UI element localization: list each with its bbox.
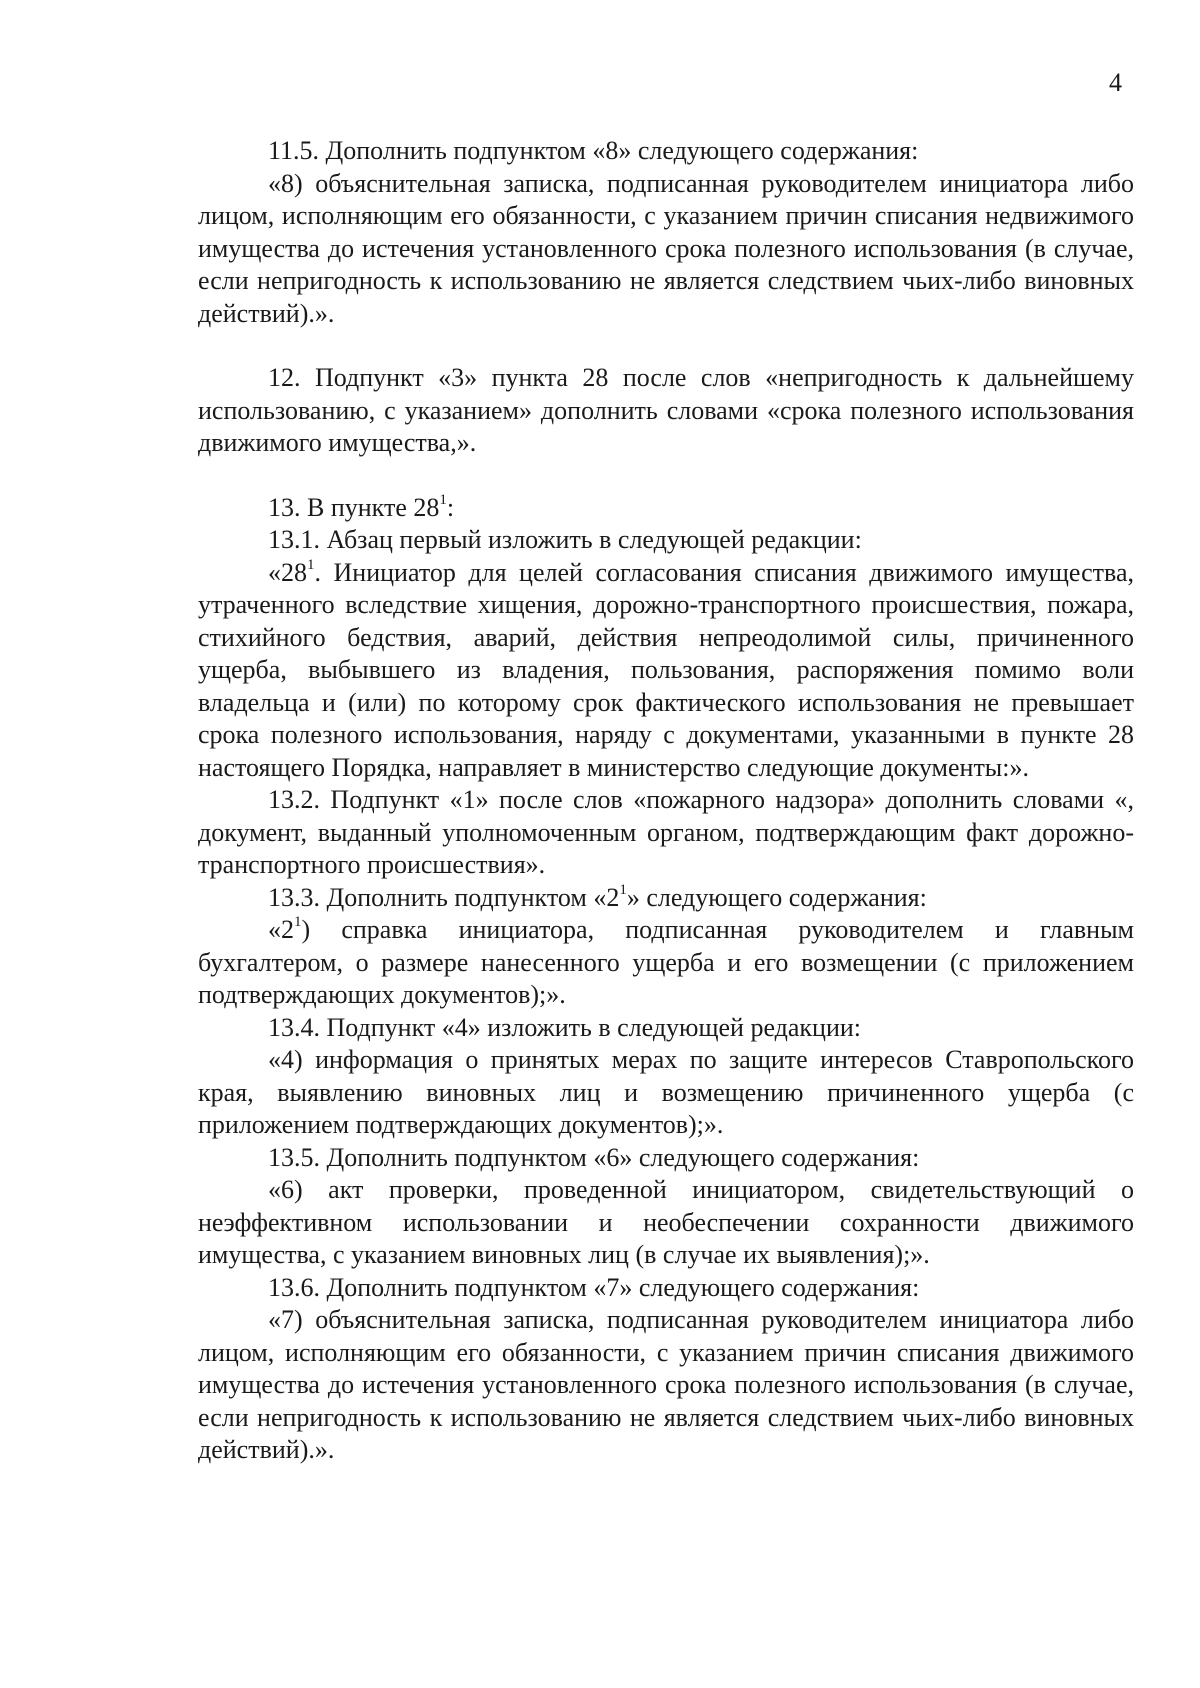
text-run: «28: [268, 557, 307, 587]
text-run: . Инициатор для целей согласования списания движимого имущества, утраченного вследствие хищения, дорожно-транспортного происшествия, пожара, стихийного бедствия, аварий, действия непреодолимой силы, причиненного ущерба, выбывшего из владения, пользования, распоряжения помимо воли владельца и (или) по которому срок фактического использования не превышает срока полезного использования, наряду с документами, указанными в пункте 28 настоящего Порядка, направляет в министерство следующие документы:».: [198, 557, 1134, 782]
text-run: :: [446, 492, 455, 522]
text-run: ) справка инициатора, подписанная руководителем и главным бухгалтером, о размере нанесенного ущерба и его возмещении (с приложением подтверждающих документов);».: [198, 915, 1134, 1009]
paragraph-text: 11.5. Дополнить подпунктом «8» следующего содержания:: [268, 136, 919, 165]
paragraph-text: «7) объяснительная записка, подписанная руководителем инициатора либо лицом, исполняющим его обязанности, с указанием причин списания движимого имущества до истечения установленного срока полезного использования (в случае, если непригодность к использованию не является следствием чьих-либо виновных действий).».: [198, 1305, 1134, 1464]
paragraph: [198, 135, 1134, 168]
paragraph-text: 13.1. Абзац первый изложить в следующей редакции:: [268, 525, 862, 554]
paragraph: [198, 784, 1134, 882]
paragraph-text: 12. Подпункт «3» пункта 28 после слов «непригодность к дальнейшему использованию, с указанием» дополнить словами «срока полезного использования движимого имущества,».: [198, 363, 1134, 457]
paragraph-text: 13.2. Подпункт «1» после слов «пожарного надзора» дополнить словами «, документ, выданный уполномоченным органом, подтверждающим факт дорожно-транспортного происшествия».: [198, 785, 1134, 879]
document-body: [198, 135, 1134, 1467]
paragraph: [198, 914, 1134, 1012]
paragraph-spacer: [198, 460, 1134, 492]
paragraph-text: 13.4. Подпункт «4» изложить в следующей редакции:: [268, 1012, 862, 1042]
paragraph-text: «4) информация о принятых мерах по защите интересов Ставропольского края, выявлению виновных лиц и возмещению причиненного ущерба (с приложением подтверждающих документов);».: [198, 1045, 1134, 1139]
paragraph: [198, 524, 1134, 557]
text-run: «2: [268, 915, 294, 944]
paragraph-text: «8) объяснительная записка, подписанная руководителем инициатора либо лицом, исполняющим его обязанности, с указанием причин списания недвижимого имущества до истечения установленного срока полезного использования (в случае, если непригодность к использованию не является следствием чьих-либо виновных действий).».: [198, 168, 1134, 328]
paragraph: [198, 362, 1134, 460]
paragraph-text: 13.6. Дополнить подпунктом «7» следующего содержания:: [268, 1272, 920, 1302]
superscript: 1: [619, 881, 627, 898]
text-run: 13.3. Дополнить подпунктом «2: [268, 882, 620, 912]
paragraph: [198, 492, 1134, 525]
superscript: 1: [439, 491, 447, 508]
paragraph: [198, 557, 1134, 785]
paragraph: [198, 1044, 1134, 1142]
paragraph: [198, 1174, 1134, 1272]
superscript: 1: [294, 914, 302, 931]
paragraph: [198, 1012, 1134, 1045]
paragraph: [198, 168, 1134, 331]
paragraph: [198, 1272, 1134, 1305]
paragraph-text: 13.5. Дополнить подпунктом «6» следующего содержания:: [268, 1142, 920, 1172]
superscript: 1: [307, 556, 315, 573]
paragraph-text: «6) акт проверки, проведенной инициатором, свидетельствующий о неэффективном использовании и необеспечении сохранности движимого имущества, с указанием виновных лиц (в случае их выявления);».: [198, 1175, 1134, 1269]
text-run: 13. В пункте 28: [268, 492, 440, 522]
paragraph: [198, 882, 1134, 915]
paragraph: [198, 1142, 1134, 1175]
paragraph: [198, 1304, 1134, 1467]
text-run: » следующего содержания:: [626, 882, 927, 912]
page-number: 4: [1109, 68, 1122, 97]
paragraph-spacer: [198, 330, 1134, 362]
